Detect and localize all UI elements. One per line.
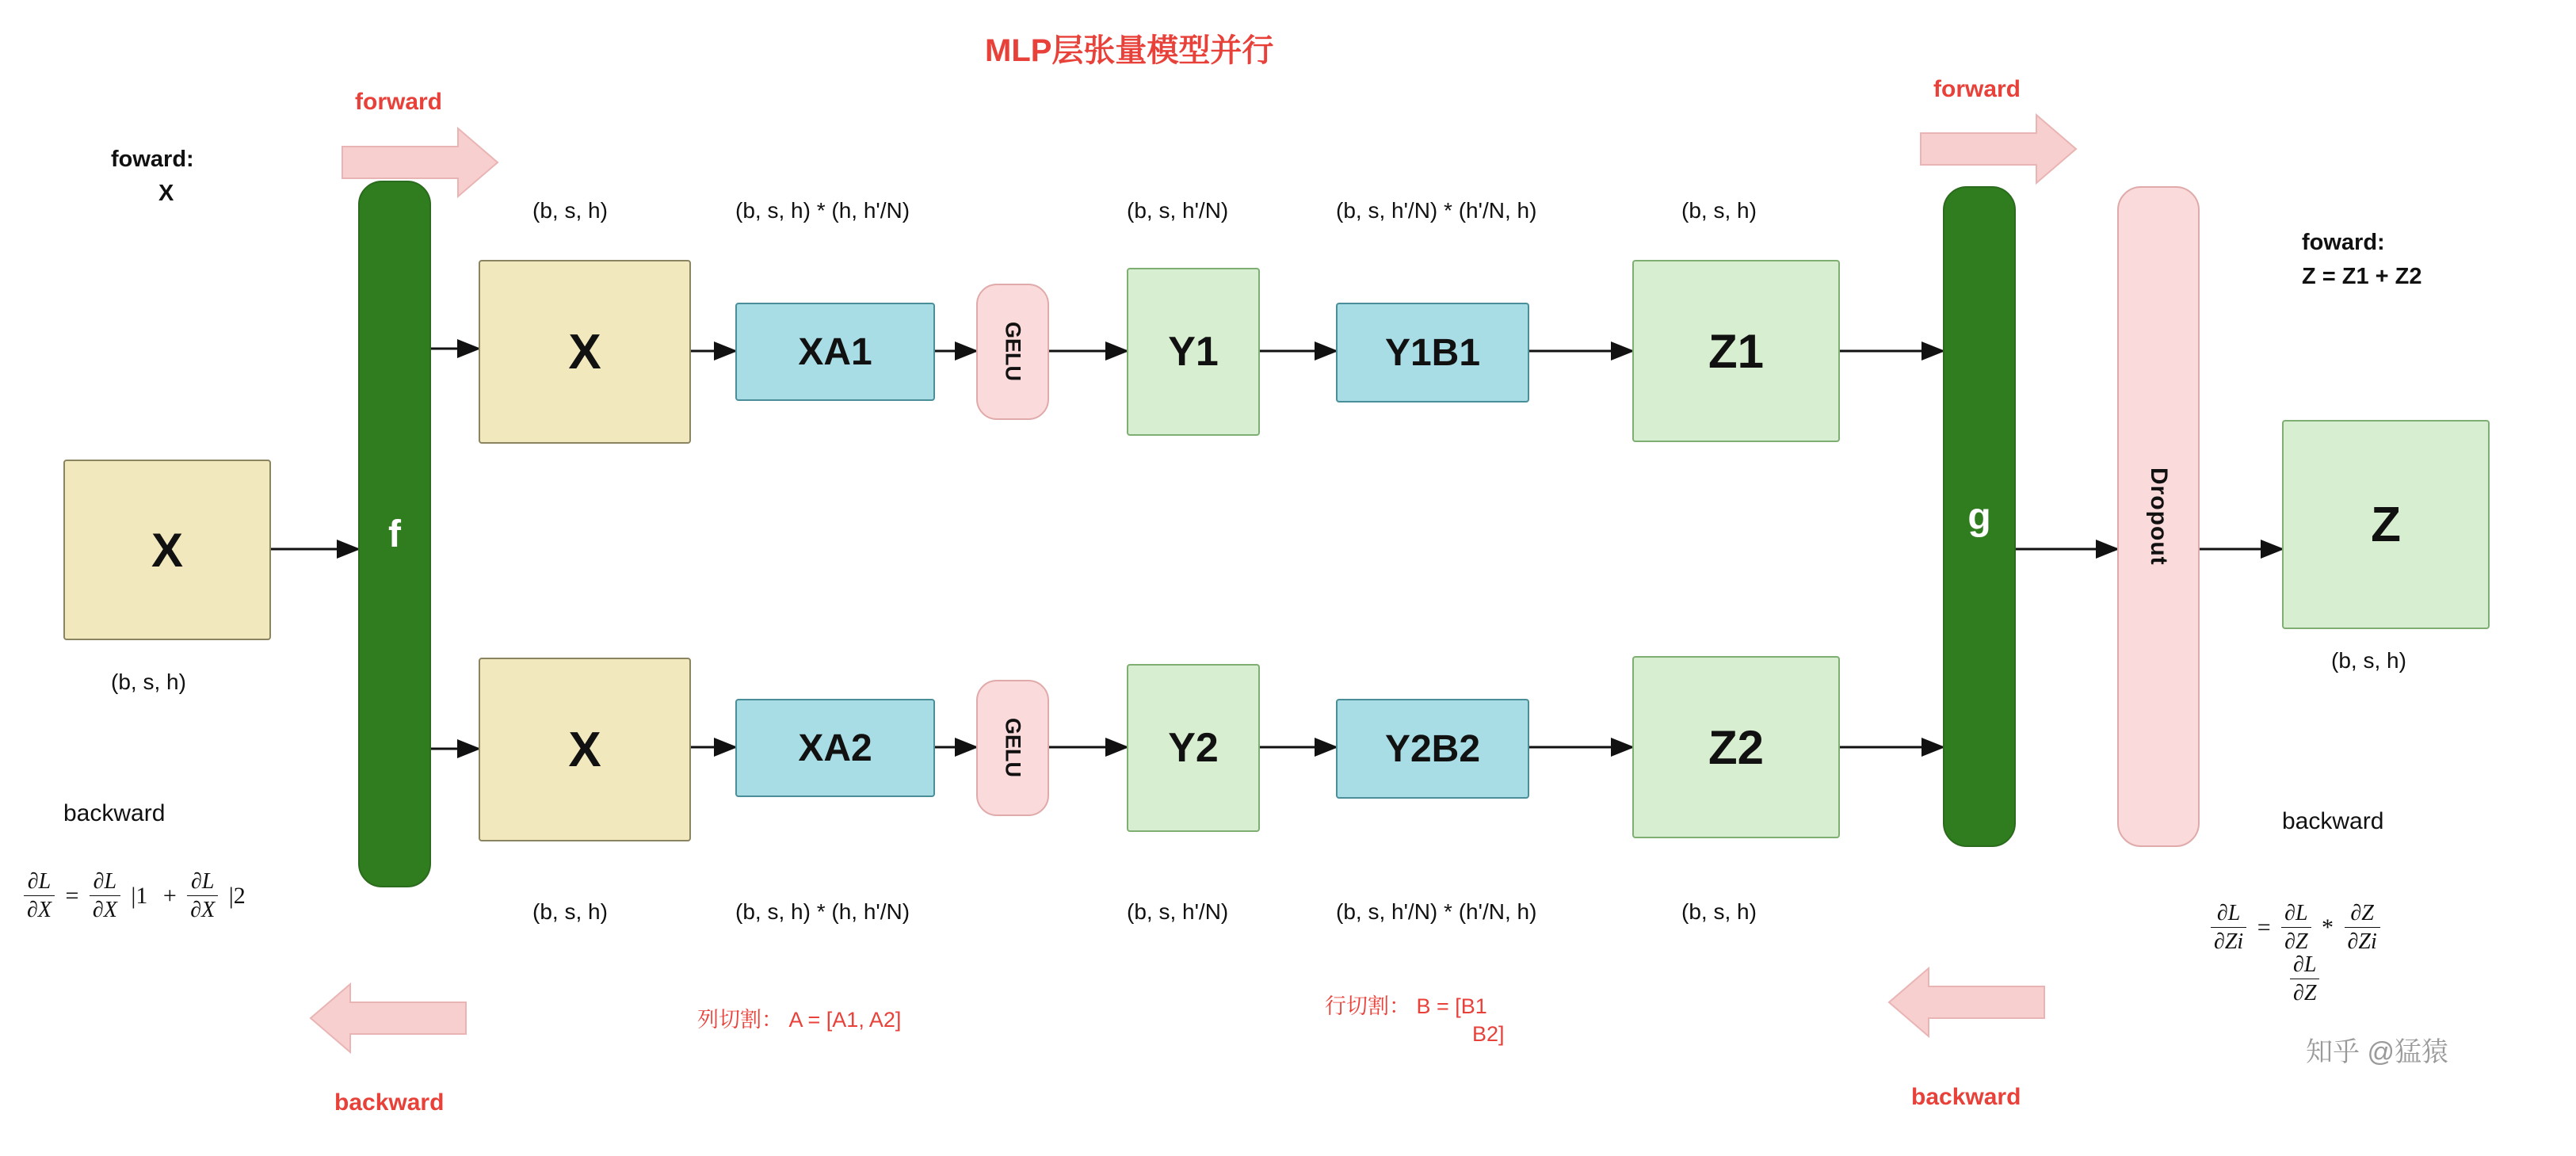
f-node[interactable]: f <box>358 181 431 887</box>
top-y1-box[interactable]: Y1 <box>1127 268 1260 436</box>
backward-label-bottom-right: backward <box>1911 1084 2021 1110</box>
top-yb-shape-label: (b, s, h'/N) * (h'/N, h) <box>1336 198 1537 223</box>
input-x-shape-label: (b, s, h) <box>111 670 186 694</box>
backward-label-right: backward <box>2282 808 2384 834</box>
bottom-z2-box[interactable]: Z2 <box>1632 656 1840 838</box>
row-split-label-line1: 行切割： B = [B1 <box>1325 994 1487 1018</box>
top-x-shape-label: (b, s, h) <box>532 198 608 223</box>
right-term1-frac: $\frac{\partial L}{\partial Z}$ <box>2281 899 2311 956</box>
right-term2-frac: $\frac{\partial Z}{\partial Zi}$ <box>2345 899 2380 956</box>
foward-x-label-line1: foward: <box>111 147 194 172</box>
top-y1b1-box[interactable]: Y1B1 <box>1336 303 1529 403</box>
top-xa-shape-label: (b, s, h) * (h, h'/N) <box>735 198 910 223</box>
input-x-box[interactable]: X <box>63 460 271 640</box>
top-xa1-box[interactable]: XA1 <box>735 303 935 401</box>
left-gradient-formula <box>24 868 250 924</box>
gelu-bottom-label: GELU <box>1001 718 1025 778</box>
output-z-box[interactable]: Z <box>2282 420 2490 629</box>
left-eq: = <box>65 882 79 909</box>
top-x-box[interactable]: X <box>479 260 691 444</box>
diagram-title: MLP层张量模型并行 <box>985 33 1274 68</box>
forward-label-top-left: forward <box>355 89 443 115</box>
right-lhs-frac: $\frac{\partial L}{\partial Zi}$ <box>2211 899 2246 956</box>
bottom-x-shape-label: (b, s, h) <box>532 899 608 924</box>
left-plus: + <box>162 882 177 909</box>
gelu-bottom-node[interactable] <box>976 680 1049 816</box>
bottom-yb-shape-label: (b, s, h'/N) * (h'/N, h) <box>1336 899 1537 924</box>
bottom-y2-box[interactable]: Y2 <box>1127 664 1260 832</box>
gelu-top-label: GELU <box>1001 322 1025 382</box>
right-extra-frac: $\frac{\partial L}{\partial Z}$ <box>2290 951 2319 1007</box>
bottom-y2b2-box[interactable]: Y2B2 <box>1336 699 1529 799</box>
left-lhs-frac: $\frac{\partial L}{\partial X}$ <box>24 868 55 924</box>
foward-z-label-line2: Z = Z1 + Z2 <box>2302 264 2422 289</box>
dropout-label: Dropout <box>2146 467 2172 566</box>
right-gradient-formula-extra <box>2290 951 2319 1007</box>
left-term1-suffix: |1 <box>131 882 148 909</box>
bottom-y-shape-label: (b, s, h'/N) <box>1127 899 1229 924</box>
left-term2-suffix: |2 <box>228 882 246 909</box>
output-z-shape-label: (b, s, h) <box>2331 648 2406 673</box>
top-z-shape-label: (b, s, h) <box>1681 198 1757 223</box>
g-node[interactable]: g <box>1943 186 2016 847</box>
gelu-top-node[interactable] <box>976 284 1049 420</box>
row-split-label-line2: B2] <box>1472 1022 1505 1046</box>
watermark-label: 知乎 @猛猿 <box>2306 1037 2448 1067</box>
forward-label-top-right: forward <box>1933 76 2021 102</box>
left-term1-frac: $\frac{\partial L}{\partial X}$ <box>90 868 120 924</box>
right-star: * <box>2322 914 2334 940</box>
top-y-shape-label: (b, s, h'/N) <box>1127 198 1229 223</box>
backward-label-left: backward <box>63 800 166 826</box>
bottom-xa2-box[interactable]: XA2 <box>735 699 935 797</box>
right-gradient-formula <box>2211 899 2380 956</box>
bottom-x-box[interactable]: X <box>479 658 691 841</box>
column-split-label: 列切割： A = [A1, A2] <box>697 1008 902 1032</box>
bottom-xa-shape-label: (b, s, h) * (h, h'/N) <box>735 899 910 924</box>
dropout-node[interactable] <box>2117 186 2200 847</box>
left-term2-frac: $\frac{\partial L}{\partial X}$ <box>187 868 218 924</box>
bottom-z-shape-label: (b, s, h) <box>1681 899 1757 924</box>
foward-z-label-line1: foward: <box>2302 230 2385 255</box>
backward-label-bottom-left: backward <box>334 1089 445 1116</box>
top-z1-box[interactable]: Z1 <box>1632 260 1840 442</box>
right-eq: = <box>2257 914 2271 940</box>
foward-x-label-line2: X <box>158 181 174 206</box>
